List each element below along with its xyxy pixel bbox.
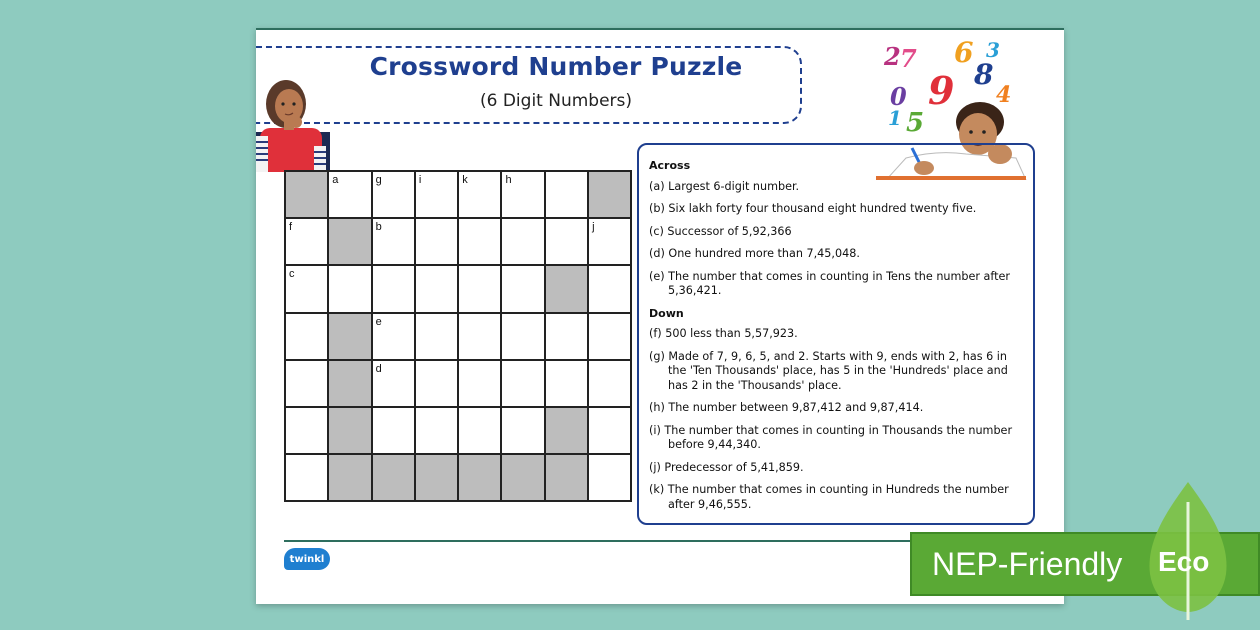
grid-cell[interactable] [415,360,458,407]
shaded-cell [328,454,371,501]
clue-down-h: (h) The number between 9,87,412 and 9,87,414. [649,401,924,414]
grid-cell[interactable] [588,454,631,501]
shaded-cell [328,313,371,360]
grid-cell[interactable] [372,360,415,407]
clue-across-e: (e) The number that comes in counting in Tens the number after 5,36,421. [649,269,1011,297]
eco-label: Eco [1158,546,1210,577]
shaded-cell [285,171,328,218]
nep-friendly-label: NEP-Friendly [932,546,1123,582]
clue-down-g: (g) Made of 7, 9, 6, 5, and 2. Starts with 9, ends with 2, has 6 in the 'Ten Thousands' place, has 5 in the 'Hundreds' place and has 2 in the 'Thousands' place. [649,349,1008,392]
grid-cell[interactable] [372,171,415,218]
cell-clue-label: a [332,174,339,186]
clues-panel [637,143,1035,525]
grid-cell[interactable] [588,265,631,312]
shaded-cell [545,265,588,312]
page-subtitle: (6 Digit Numbers) [479,91,633,111]
clue-down-f: (f) 500 less than 5,57,923. [649,327,798,340]
clue-across-a: (a) Largest 6-digit number. [649,179,800,193]
grid-cell[interactable] [458,218,501,265]
grid-cell[interactable] [285,454,328,501]
grid-cell[interactable] [588,218,631,265]
clue-across-b: (b) Six lakh forty four thousand eight hundred twenty five. [649,202,977,215]
grid-cell[interactable] [415,171,458,218]
cell-clue-label: e [375,315,382,328]
grid-cell[interactable] [415,265,458,312]
grid-cell[interactable] [501,171,544,218]
grid-cell[interactable] [545,313,588,360]
clue-down-i: (i) The number that comes in counting in Thousands the number before 9,44,340. [649,423,1013,451]
cell-clue-label: f [289,221,293,234]
grid-cell[interactable] [501,360,544,407]
shaded-cell [328,218,371,265]
grid-cell[interactable] [501,265,544,312]
down-heading: Down [649,306,684,320]
grid-cell[interactable] [501,218,544,265]
across-heading: Across [649,159,691,172]
grid-cell[interactable] [285,407,328,454]
grid-cell[interactable] [588,360,631,407]
grid-cell[interactable] [458,313,501,360]
grid-cell[interactable] [545,360,588,407]
shaded-cell [458,454,501,501]
worksheet [256,28,1064,604]
shaded-cell [328,407,371,454]
grid-cell[interactable] [458,265,501,312]
cell-clue-label: d [375,362,382,375]
shaded-cell [372,454,415,501]
grid-cell[interactable] [372,218,415,265]
decor-digit: 8 [974,58,994,91]
decor-digit: 2 [884,42,901,71]
decor-digit: 7 [900,44,917,73]
cell-clue-label: b [375,221,382,234]
clue-across-d: (d) One hundred more than 7,45,048. [649,247,860,260]
decor-digit: 4 [996,82,1012,108]
grid-cell[interactable] [372,313,415,360]
grid-cell[interactable] [458,360,501,407]
cell-clue-label: k [462,174,468,186]
cell-clue-label: h [505,174,512,186]
shaded-cell [545,407,588,454]
clue-down-j: (j) Predecessor of 5,41,859. [649,460,804,474]
grid-cell[interactable] [285,265,328,312]
thinking-girl-illustration [256,76,330,172]
grid-cell[interactable] [285,313,328,360]
clue-down-k: (k) The number that comes in counting in Hundreds the number after 9,46,555. [649,483,1009,511]
shaded-cell [545,454,588,501]
decor-digit: 9 [928,68,955,113]
grid-cell[interactable] [328,265,371,312]
grid-cell[interactable] [415,407,458,454]
decor-digit: 5 [906,108,925,138]
decor-digit: 6 [954,36,974,69]
grid-cell[interactable] [501,313,544,360]
clue-across-c: (c) Successor of 5,92,366 [649,224,792,238]
grid-cell[interactable] [458,171,501,218]
grid-cell[interactable] [285,218,328,265]
grid-cell[interactable] [545,218,588,265]
grid-cell[interactable] [415,313,458,360]
grid-cell[interactable] [458,407,501,454]
grid-cell[interactable] [588,313,631,360]
shaded-cell [415,454,458,501]
grid-cell[interactable] [372,407,415,454]
cell-clue-label: c [289,268,295,281]
cell-clue-label: j [592,221,595,234]
page-title: Crossword Number Puzzle [369,52,743,81]
grid-cell[interactable] [372,265,415,312]
shaded-cell [328,360,371,407]
grid-cell[interactable] [285,360,328,407]
crossword-grid [284,170,632,502]
decor-digit: 3 [986,38,1000,62]
grid-cell[interactable] [415,218,458,265]
twinkl-logo: twinkl [284,548,330,570]
cell-clue-label: i [418,174,422,186]
grid-cell[interactable] [501,407,544,454]
shaded-cell [501,454,544,501]
grid-cell[interactable] [545,171,588,218]
grid-cell[interactable] [328,171,371,218]
grid-cell[interactable] [588,407,631,454]
shaded-cell [588,171,631,218]
decor-digit: 0 [890,82,907,111]
decor-digit: 1 [888,106,902,130]
cell-clue-label: g [375,174,382,186]
